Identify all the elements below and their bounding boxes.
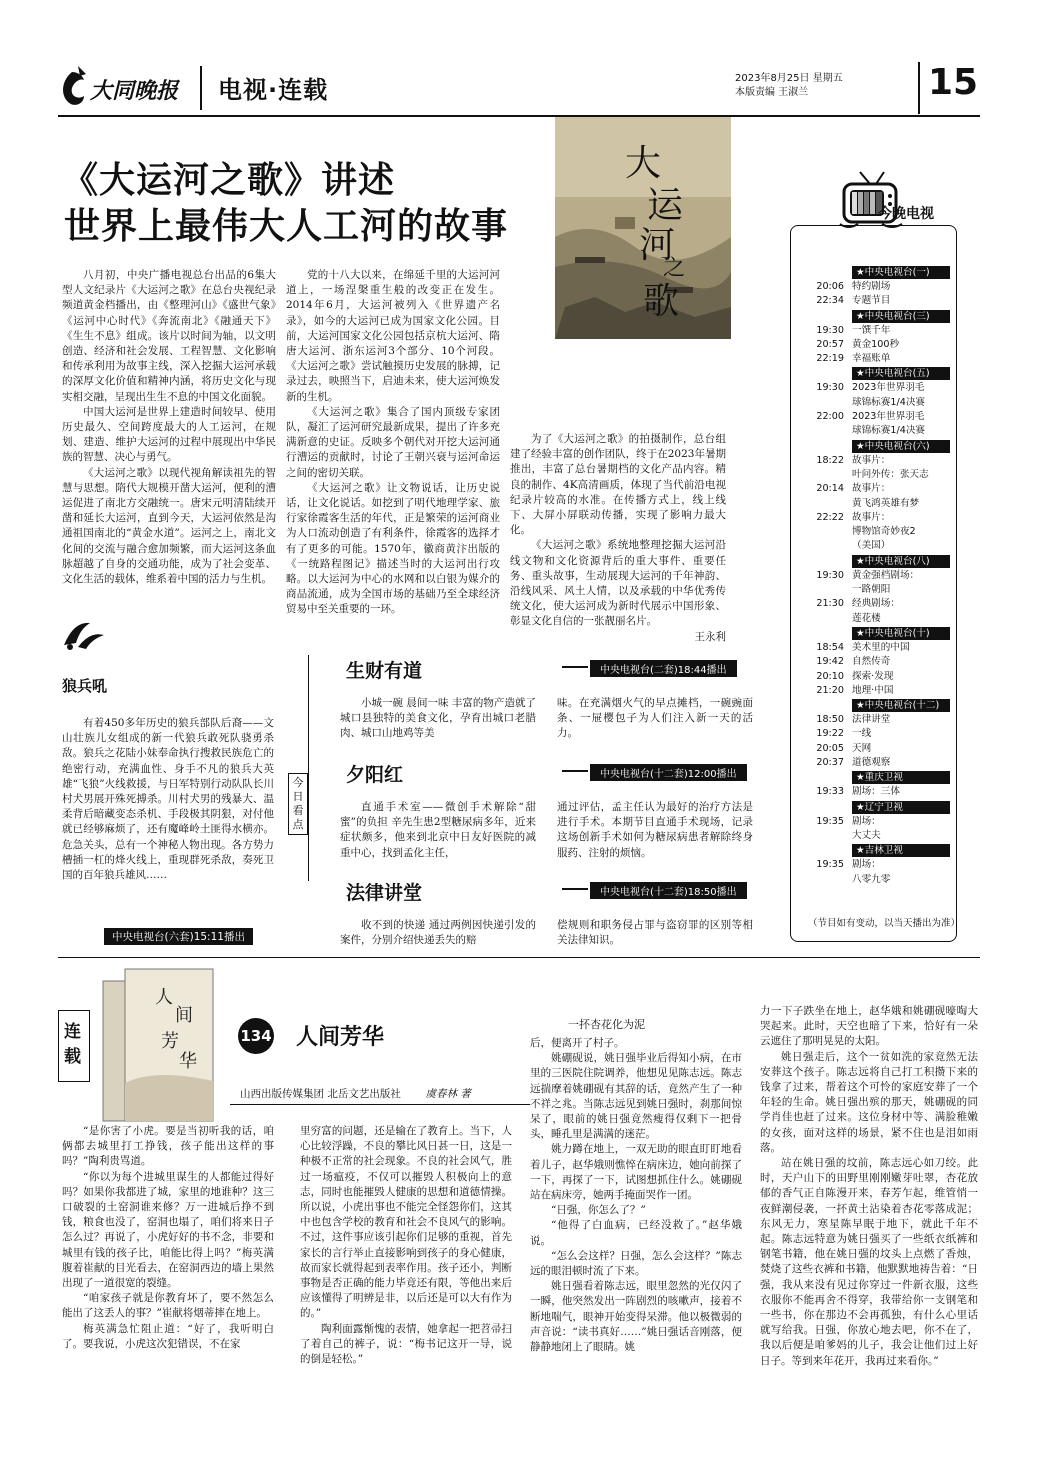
program-channel: 中央电视台(十二套)12:00播出 bbox=[590, 764, 747, 781]
paragraph: 中国大运河是世界上建造时间较早、使用历史最久、空间跨度最大的人工运河，在规划、建造、维护大运河的过程中展现出中华民族的智慧、决心与勇气。 bbox=[62, 405, 276, 464]
flower-ornament-icon bbox=[60, 617, 106, 651]
today-highlights-rule bbox=[288, 655, 309, 881]
tv-schedule bbox=[800, 265, 950, 887]
tv-time: 22:00 bbox=[816, 411, 844, 423]
tv-schedule-row bbox=[800, 294, 950, 308]
tv-program: 专题节目 bbox=[852, 295, 891, 307]
tv-program: 八零九零 bbox=[852, 873, 891, 885]
program-desc-col2 bbox=[557, 918, 753, 948]
paragraph: 偿规则和职务侵占罪与盗窃罪的区别等相关法律知识。 bbox=[557, 919, 753, 947]
tv-time bbox=[800, 583, 852, 597]
tv-channel-header: ★重庆卫视 bbox=[852, 771, 950, 784]
svg-text:运: 运 bbox=[647, 185, 684, 226]
date-block bbox=[735, 72, 843, 100]
page-editor: 本版责编 王淑兰 bbox=[735, 87, 809, 98]
tv-channel-header: ★中央电视台(一) bbox=[852, 266, 950, 279]
program-dash bbox=[562, 666, 588, 668]
tv-program: 黄金100秒 bbox=[852, 338, 900, 350]
tv-time: 19:30 bbox=[816, 569, 844, 581]
program-channel: 中央电视台(二套)18:44播出 bbox=[590, 660, 737, 677]
paragraph: “是你害了小虎。要是当初听我的话，咱俩都去城里打工挣钱，孩子能出这样的事吗？”陶利贵骂道。 bbox=[62, 1125, 274, 1168]
program-channel: 中央电视台(十二套)18:50播出 bbox=[590, 882, 747, 899]
tv-program: 黄金强档剧场： bbox=[852, 569, 920, 581]
paragraph: 直通手术室——微创手术解除“甜蜜”的负担 辛先生患2型糖尿病多年，近来症状颇多，他来到北京中日友好医院的减重中心，找到孟化主任， bbox=[340, 801, 536, 859]
headline-line2: 世界上最伟大人工河的故事 bbox=[64, 206, 509, 247]
paragraph: 八月初，中央广播电视总台出品的6集大型人文纪录片《大运河之歌》在总台央视纪录频道黄金档播出，由《整理河山》《盛世气象》《运河中心时代》《奔流南北》《融通天下》《生生不息》组成。该片以时间为轴，以文明创造、经济和社会发展、工程智慧、文化影响和传承利用为故事主线，深入挖掘大运河承载的深厚文化价值和精神内涵，将历史文化与现实相交融，呈现出生生不息的中国文化面貌。 bbox=[62, 269, 276, 403]
logo-text: 大同晚报 bbox=[90, 78, 179, 104]
tv-program: 特约剧场 bbox=[852, 281, 891, 292]
tv-time bbox=[800, 396, 852, 410]
tv-time: 20:37 bbox=[816, 757, 844, 769]
tv-schedule-row bbox=[800, 324, 950, 338]
tv-schedule-row bbox=[800, 338, 950, 352]
paragraph: 为了《大运河之歌》的拍摄制作，总台组建了经验丰富的创作团队，终于在2023年暑期推出，丰富了总台暑期档的文化产品内容。精良的制作、4K高清画质，体现了当代前沿电视纪录片较高的水准。在传播方式上，线上线下、大屏小屏联动传播，实现了影响力最大化。 bbox=[510, 433, 726, 537]
tv-time: 20:10 bbox=[816, 670, 844, 682]
paragraph: 陶利面露惭愧的表情，她拿起一把苕帚扫了着自己的裤子，说：“梅书记这开一导，说的倒是轻松。” bbox=[300, 1322, 512, 1366]
tv-time bbox=[800, 873, 852, 887]
tv-time bbox=[800, 468, 852, 482]
paragraph: 姚力蹲在地上，一双无助的眼直盯盯地看着儿子，赵华娥则憔悴在病床边，她向前探了一下，再探了一下，试图想抓住什么。姚硼砚站在病床旁，她两手掩面哭作一团。 bbox=[530, 1143, 742, 1202]
paragraph: 姚硼砚说，姚日强毕业后得知小病，在市里的三医院住院调养，他想见见陈志远。陈志远揣摩着姚硼砚有其辞的话，竟然产生了一种不祥之兆。当陈志远见到姚日强时，刹那间惊呆了，眼前的姚日强竟然瘦得仅剩下一把骨头，睡孔里是满满的迷茫。 bbox=[530, 1052, 742, 1141]
tv-program: 美术里的中国 bbox=[852, 641, 910, 653]
tv-schedule-row bbox=[800, 684, 950, 698]
tv-schedule-row bbox=[800, 583, 950, 597]
program-title: 生财有道 bbox=[346, 660, 423, 682]
header-divider bbox=[918, 62, 920, 114]
paragraph: 《大运河之歌》以现代视角解读祖先的智慧与思想。隋代大规模开凿大运河，便利的漕运促进了南北方交融统一。唐宋元明清陆续开凿和延长大运河，直到今天，大运河依然是沟通祖国南北的“黄金水道”。运河之上，南北文化间的交流与融合愈加频繁，而大运河这条血脉超越了自身的交通功能，成为了社会变革、文化生活的载体，维系着中国的活力与生机。 bbox=[62, 466, 276, 586]
feature-col-3 bbox=[510, 432, 726, 645]
tv-time bbox=[800, 424, 852, 438]
tv-schedule-row bbox=[800, 873, 950, 887]
tv-time: 19:30 bbox=[816, 324, 844, 336]
feature-col-2 bbox=[286, 268, 500, 618]
tv-time: 20:57 bbox=[816, 338, 844, 350]
tv-schedule-row bbox=[800, 525, 950, 539]
today-tag-text: 今 日 看 点 bbox=[292, 776, 304, 831]
tv-schedule-note: （节目如有变动，以当天播出为准） bbox=[808, 918, 961, 929]
tv-program: 莲花楼 bbox=[852, 612, 881, 624]
tv-time: 19:33 bbox=[816, 786, 844, 798]
paragraph: 里穷富的问题，还是输在了教育上。当下，人心比较浮躁，不良的攀比风日甚一日，这是一种极不正常的社会现象。不良的社会风气，胜过一场瘟疫，不仅可以摧毁人积极向上的意志，同时也能摧毁人健康的思想和道德情操。所以说，小虎出事也不能完全怪怨你们，这其中也包含学校的教育和社会不良风气的影响。不过，这件事应该引起你们足够的重视，首先家长的言行举止直接影响到孩子的身心健康，故而家长就得起到表率作用。孩子还小，判断事物是否正确的能力毕竟还有限，等他出来后应该懂得了明辨是非，以后还是可以大有作为的。” bbox=[300, 1125, 512, 1320]
page-number: 15 bbox=[928, 62, 979, 103]
tv-program: 自然传奇 bbox=[852, 656, 891, 668]
tv-schedule-row bbox=[800, 352, 950, 366]
program-desc-col2 bbox=[557, 800, 753, 861]
paragraph: 《大运河之歌》让文物说话，让历史说话，让文化说话。如挖到了明代地理学家、旅行家徐霞客生活的年代，正是繁荣的运河商业为人口流动创造了有利条件，徐霞客的选择才有了更多的可能。1570年，徽商黄汴出版的《一统路程图记》描述当时的大运河出行攻略。以大运河为中心的水网和以白银为媒介的商品流通，成为全国市场的基础乃至全球经济贸易中至关重要的一环。 bbox=[286, 481, 500, 616]
header-rule bbox=[58, 115, 980, 117]
program-dash bbox=[562, 888, 588, 890]
svg-text:间: 间 bbox=[175, 1005, 193, 1026]
tv-schedule-row bbox=[800, 424, 950, 438]
tv-schedule-row bbox=[800, 497, 950, 511]
tv-schedule-row bbox=[800, 655, 950, 669]
paragraph: “日强，你怎么了？” bbox=[551, 1204, 646, 1217]
tv-schedule-row bbox=[800, 829, 950, 843]
tv-channel-header: ★中央电视台(五) bbox=[852, 367, 950, 380]
book-cover-image bbox=[95, 963, 220, 1128]
tv-channel-header: ★中央电视台(六) bbox=[852, 440, 950, 453]
tv-time: 19:22 bbox=[816, 728, 844, 740]
program-title: 夕阳红 bbox=[346, 764, 404, 786]
paragraph: 梅英满急忙阻止道：“好了，我听明白了。要我说，小虎这次犯错误，不在家 bbox=[62, 1322, 274, 1350]
paragraph: 力一下子跌坐在地上，赵华娥和姚硼砚嚎啕大哭起来。此时，天空也暗了下来，恰好有一朵云遮住了那明晃晃的太阳。 bbox=[760, 1005, 978, 1048]
paragraph: “他得了白血病，已经没救了。”赵华娥说。 bbox=[530, 1219, 742, 1247]
svg-text:河: 河 bbox=[639, 225, 676, 266]
tv-schedule-row bbox=[800, 381, 950, 395]
poster-title-char: 大 bbox=[625, 143, 662, 184]
tv-time bbox=[800, 525, 852, 539]
paragraph: 有着450多年历史的狼兵部队后裔——文山壮族儿女组成的新一代狼兵敢死队骁勇杀敌。狼兵之花陆小妹奉命执行搜救民族危亡的绝密行动，充满血性、身手不凡的狼兵大英雄“飞狼”火线救援，与日军特别行动队队长川村犬男展开殊死搏杀。川村犬男的残暴大、温柔背后暗藏变态杀机、手段极其阴狠，对付他就已经够麻烦了，还有魔峰岭土匪得水横亦。危急关头，总有一个神秘人物出现。各方势力槽插一杠的烽火线上，重现群死杀敌，奏死卫国的百年狼兵雄风…… bbox=[62, 717, 274, 882]
tv-time bbox=[800, 612, 852, 626]
tv-program: 剧场： bbox=[852, 859, 881, 871]
serial-col-2 bbox=[300, 1124, 512, 1367]
serial-title: 人间芳华 bbox=[296, 1025, 385, 1050]
tv-channel-header: ★吉林卫视 bbox=[852, 844, 950, 857]
tv-program: 一馔千年 bbox=[852, 324, 891, 336]
headline-line1: 《大运河之歌》讲述 bbox=[62, 160, 396, 201]
paragraph: 通过评估，孟主任认为最好的治疗方法是进行手术。本期节目直通手术现场，记录这场创新手术如何为糖尿病患者解除终身服药、注射的烦恼。 bbox=[557, 801, 753, 859]
program-title: 法律讲堂 bbox=[346, 882, 423, 904]
wolf-program-channel: 中央电视台(六套)15:11播出 bbox=[104, 928, 253, 945]
tv-time: 22:19 bbox=[816, 353, 844, 365]
tv-program: 幸福账单 bbox=[852, 353, 891, 365]
tv-schedule-row bbox=[800, 815, 950, 829]
paragraph: 味。在充满烟火气的早点摊档，一碗豌面条、一屉樱包子为人们注入新一天的活力。 bbox=[557, 697, 753, 740]
tv-schedule-row bbox=[800, 727, 950, 741]
tv-time: 20:05 bbox=[816, 742, 844, 754]
tv-schedule-row bbox=[800, 612, 950, 626]
tv-schedule-row bbox=[800, 396, 950, 410]
tv-program: 2023年世界羽毛 bbox=[852, 411, 925, 423]
tv-channel-header: ★辽宁卫视 bbox=[852, 801, 950, 814]
paragraph: 党的十八大以来，在绵延千里的大运河河道上，一场涅槃重生般的改变正在发生。2014年6月，大运河被列入《世界遗产名录》，如今的大运河已成为国家文化公园。目前，大运河国家文化公园包括京杭大运河、隋唐大运河、浙东运河3个部分、10个河段。《大运河之歌》尝试触摸历史发展的脉搏，记录过去，映照当下，启迪未来，使大运河焕发新的生机。 bbox=[286, 269, 500, 403]
paragraph: 姚日强走后，这个一贫如洗的家竟然无法安葬这个孩子。陈志远将自己打工积攒下来的钱拿了过来，帮着这个可怜的家庭安葬了一个年轻的生命。姚日强出殡的那天，姚硼砚的同学肖佳也赶了过来。这位身材中等、满脸稚嫩的女孩，面对这样的场景，紧不住也是泪如雨落。 bbox=[760, 1050, 978, 1154]
paragraph: 后，便离开了村子。 bbox=[530, 1037, 625, 1049]
program-desc-col1 bbox=[340, 696, 536, 742]
tv-program: 球锦标赛1/4决赛 bbox=[852, 396, 926, 408]
tv-program: 天网 bbox=[852, 742, 872, 754]
paragraph: “你以为每个进城里谋生的人都能过得好吗？如果你我都进了城，家里的地谁种？这三口破裂的土窑洞谁来修？万一进城后挣不到钱，粮食也没了，窑洞也塌了，咱们将来日子怎么过？再说了，小虎好好的书不念，非要和城里有钱的孩子比，咱能比得上吗？”梅英满腹着崔献的目光看去，在窑洞西边的墙上果然出现了一道很宽的裂缝。 bbox=[62, 1170, 274, 1290]
program-dash bbox=[562, 770, 588, 772]
tv-time: 20:14 bbox=[816, 483, 844, 495]
tv-schedule-row bbox=[800, 756, 950, 770]
svg-text:华: 华 bbox=[179, 1051, 197, 1072]
tv-program: 球锦标赛1/4决赛 bbox=[852, 425, 926, 437]
tv-program: 2023年世界羽毛 bbox=[852, 382, 925, 394]
tv-schedule-row bbox=[800, 280, 950, 294]
tv-time: 19:42 bbox=[816, 656, 844, 668]
section-divider bbox=[58, 957, 980, 958]
paragraph: 姚日强看着陈志远，眼里忽然的光仅闪了一瞬，他突然发出一阵剧烈的咳嗽声，接着不断地喘气，眼神开始变得呆滞。他以极微弱的声音说：“读书真好……”姚日强话音刚落，便静静地闭上了眼睛。姚 bbox=[530, 1280, 742, 1354]
tv-program: 探索·发现 bbox=[852, 670, 894, 682]
paragraph: 小城一碗 晨间一味 丰富的物产造就了城口县独特的美食文化，孕育出城口老腊肉、城口山地鸡等美 bbox=[340, 697, 536, 740]
paragraph: 《大运河之歌》集合了国内顶级专家团队，凝汇了运河研究最新成果，提出了许多充满新意的史证。反映多个朝代对开挖大运河通行漕运的贡献时，讨论了王朝兴衰与运河命运之间的密切关联。 bbox=[286, 405, 500, 479]
tv-program: 地理·中国 bbox=[852, 684, 894, 696]
tv-program: 一线 bbox=[852, 728, 872, 740]
program-desc-col1 bbox=[340, 918, 536, 948]
paragraph: 《大运河之歌》系统地整理挖掘大运河沿线文物和文化资源背后的重大事件、重要任务、重头故事，生动展现大运河的千年神韵、沿线风采、风土人情，以及承载的中华优秀传统文化，使大运河成为新时代展示中国形象、彰显文化自信的一张靓丽名片。 bbox=[510, 539, 726, 628]
tv-time: 21:30 bbox=[816, 598, 844, 610]
svg-text:之: 之 bbox=[663, 256, 686, 281]
tv-program: 叶问外传：张天志 bbox=[852, 468, 929, 480]
wolf-program-body bbox=[62, 716, 274, 883]
tv-schedule-row bbox=[800, 511, 950, 525]
tv-time bbox=[800, 539, 852, 553]
serial-col-1 bbox=[62, 1124, 274, 1352]
tv-schedule-row bbox=[800, 670, 950, 684]
svg-text:歌: 歌 bbox=[643, 281, 680, 322]
tv-schedule-row bbox=[800, 569, 950, 583]
program-desc-col2 bbox=[557, 696, 753, 742]
tv-schedule-row bbox=[800, 454, 950, 468]
publisher: 山西出版传媒集团 北岳文艺出版社 bbox=[240, 1088, 401, 1100]
svg-text:芳: 芳 bbox=[161, 1031, 179, 1052]
tv-program: 剧场：三体 bbox=[852, 786, 900, 798]
author: 虞春林 著 bbox=[425, 1088, 471, 1100]
tv-program: 道德观察 bbox=[852, 757, 891, 769]
tv-time: 22:22 bbox=[816, 511, 844, 523]
tv-schedule-row bbox=[800, 482, 950, 496]
wolf-program-title: 狼兵吼 bbox=[62, 677, 108, 695]
tv-schedule-row bbox=[800, 641, 950, 655]
paragraph: 站在姚日强的坟前，陈志远心如刀绞。此时，天户山下的田野里刚刚嫩芽吐翠，杏花放郁的香气正自陈漫开来，春芳乍起，维管悄一夜鲜潮侵袭，一抔黄土沾染着杏花零落成泥；东风无力，寒星陈早眠于地下，就此千年不起。陈志远特意为姚日强买了一些纸衣纸裤和钢笔书籍，他在姚日强的坟头上点燃了香烛，焚烧了这些衣裤和书籍，他默默地祷告着：“日强，我从来没有见过你穿过一件新衣服，这些衣服你不能再舍不得穿，我带给你一支钢笔和一些书，你在那边不会再孤独，有什么心里话就写给我。日强，你放心地去吧，你不在了，我以后便是咱爹妈的儿子，我会让他们过上好日子。等到来年花开，我再过来看你。” bbox=[760, 1157, 978, 1367]
tv-icon bbox=[838, 168, 908, 234]
masthead-logo bbox=[58, 64, 188, 112]
tv-time bbox=[800, 497, 852, 511]
tv-schedule-row bbox=[800, 597, 950, 611]
tv-program: 经典剧场： bbox=[852, 598, 900, 610]
serial-col-3 bbox=[530, 1036, 742, 1355]
today-highlights-tag bbox=[288, 773, 308, 835]
serial-credit bbox=[240, 1086, 471, 1101]
tv-program: 故事片： bbox=[852, 483, 891, 495]
tv-channel-header: ★中央电视台(十二) bbox=[852, 699, 950, 712]
serial-rule bbox=[230, 1104, 530, 1105]
section-title: 电视·连载 bbox=[218, 76, 329, 104]
tv-time: 19:35 bbox=[816, 815, 844, 827]
episode-number-badge: 134 bbox=[238, 1018, 274, 1054]
tv-program: 故事片： bbox=[852, 511, 891, 523]
tv-time: 21:20 bbox=[816, 684, 844, 696]
tv-time: 20:06 bbox=[816, 281, 844, 292]
tv-program: 法律讲堂 bbox=[852, 714, 891, 726]
serial-label-text: 连 载 bbox=[64, 1022, 81, 1067]
tv-schedule-row bbox=[800, 713, 950, 727]
tv-schedule-row bbox=[800, 539, 950, 553]
tv-program: 一路朝阳 bbox=[852, 584, 891, 596]
tv-time: 19:35 bbox=[816, 859, 844, 871]
tv-schedule-row bbox=[800, 785, 950, 799]
chapter-title: 一抔杏花化为泥 bbox=[568, 1018, 645, 1031]
program-desc-col1 bbox=[340, 800, 536, 861]
tv-time bbox=[800, 829, 852, 843]
tv-program: 故事片： bbox=[852, 454, 891, 466]
tv-program: 黄飞鸿英雄有梦 bbox=[852, 497, 920, 509]
tv-time: 18:54 bbox=[816, 641, 844, 653]
tv-time: 19:30 bbox=[816, 382, 844, 394]
tv-time: 22:34 bbox=[816, 295, 844, 307]
tv-channel-header: ★中央电视台(十) bbox=[852, 627, 950, 640]
tv-schedule-row bbox=[800, 410, 950, 424]
header-divider bbox=[200, 66, 202, 110]
feature-col-1 bbox=[62, 268, 276, 587]
tv-schedule-row bbox=[800, 742, 950, 756]
serial-label bbox=[64, 1020, 81, 1070]
tv-program: 大丈夫 bbox=[852, 829, 881, 841]
tonight-tv-title: 今晚电视 bbox=[878, 206, 934, 222]
paragraph: “咱家孩子就是你教育坏了，要不然怎么能出了这丢人的事？”崔献将烟蒂摔在地上。 bbox=[62, 1292, 274, 1320]
tv-schedule-row bbox=[800, 468, 950, 482]
paragraph: “怎么会这样？日强，怎么会这样？”陈志远的眼泪顿时流了下来。 bbox=[530, 1249, 742, 1278]
serial-col-4 bbox=[760, 1004, 978, 1369]
tv-program: （美国） bbox=[852, 540, 891, 552]
tv-program: 博物馆奇妙夜2 bbox=[852, 526, 916, 538]
paragraph: 收不到的快递 通过两例因快递引发的案件，分别介绍快递丢失的赔 bbox=[340, 919, 536, 947]
svg-text:人: 人 bbox=[155, 987, 173, 1008]
poster-image bbox=[555, 117, 731, 339]
tv-channel-header: ★中央电视台(三) bbox=[852, 310, 950, 323]
tv-time: 18:50 bbox=[816, 714, 844, 726]
tv-schedule-row bbox=[800, 858, 950, 872]
tv-program: 剧场： bbox=[852, 815, 881, 827]
tv-time: 18:22 bbox=[816, 454, 844, 466]
issue-date: 2023年8月25日 星期五 bbox=[735, 73, 843, 84]
feature-author: 王永利 bbox=[694, 630, 726, 643]
feature-headline bbox=[62, 158, 508, 250]
tv-channel-header: ★中央电视台(八) bbox=[852, 555, 950, 568]
